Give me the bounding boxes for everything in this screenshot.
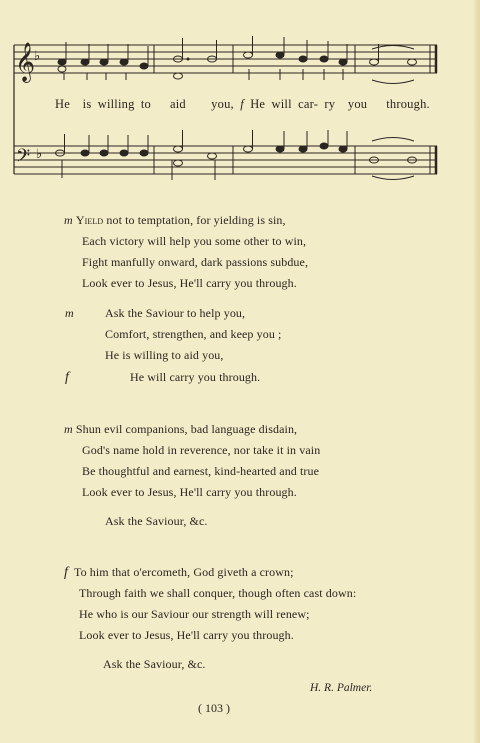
verse1-line-1 bbox=[64, 213, 286, 228]
verse-initial-word: Yield bbox=[75, 213, 104, 227]
verse3-line-1 bbox=[64, 565, 294, 581]
dynamic-mark: f bbox=[64, 565, 68, 580]
chorus-line-3: He is willing to aid you, bbox=[105, 348, 224, 362]
chorus-dynamic-f: f bbox=[65, 370, 69, 385]
verse3-line-2: Through faith we shall conquer, though often cast down: bbox=[79, 586, 357, 600]
svg-text:♭: ♭ bbox=[34, 49, 41, 64]
lyric-word: through. bbox=[386, 97, 430, 111]
svg-text:♭: ♭ bbox=[36, 147, 43, 162]
verse2-line-3: Be thoughtful and earnest, kind-hearted and true bbox=[82, 464, 320, 478]
verse1-line-3: Fight manfully onward, dark passions subdue, bbox=[82, 255, 309, 269]
verse-text: Shun evil companions, bad language disdain, bbox=[75, 422, 298, 436]
lyric-word: He bbox=[250, 97, 266, 111]
lyric-word: willing bbox=[97, 97, 135, 111]
verse2-refrain: Ask the Saviour, &c. bbox=[105, 514, 208, 528]
treble-clef bbox=[15, 42, 40, 83]
verse1-line-2: Each victory will help you some other to win, bbox=[82, 234, 307, 248]
chorus-dynamic-m: m bbox=[65, 306, 74, 320]
lyric-word: ry bbox=[324, 97, 336, 111]
lyric-word: is bbox=[82, 97, 92, 111]
chorus-line-4: He will carry you through. bbox=[130, 370, 261, 384]
svg-text:𝄞: 𝄞 bbox=[15, 42, 36, 82]
lyric-word: you, bbox=[211, 97, 234, 111]
treble-notes bbox=[58, 36, 417, 84]
lyric-word: to bbox=[140, 97, 151, 111]
chorus-line-1: Ask the Saviour to help you, bbox=[105, 306, 246, 320]
dynamic-mark: m bbox=[64, 422, 73, 436]
svg-text:𝄢: 𝄢 bbox=[16, 146, 31, 171]
dynamic-mark: m bbox=[64, 213, 73, 227]
verse2-line-2: God's name hold in reverence, nor take it in vain bbox=[82, 443, 321, 457]
verse3-line-4: Look ever to Jesus, He'll carry you through. bbox=[79, 628, 294, 642]
bass-staff bbox=[14, 146, 437, 174]
lyric-word: aid bbox=[169, 97, 186, 111]
dynamic-mark: f bbox=[240, 97, 244, 111]
lyric-word: will bbox=[271, 97, 292, 111]
verse3-line-3: He who is our Saviour our strength will renew; bbox=[79, 607, 310, 621]
chorus-line-2: Comfort, strengthen, and keep you ; bbox=[105, 327, 282, 341]
verse2-line-1 bbox=[64, 422, 297, 437]
lyric-word: car- bbox=[298, 97, 319, 111]
lyric-word: you bbox=[347, 97, 368, 111]
music-lyric-line bbox=[55, 97, 430, 112]
verse1-line-4: Look ever to Jesus, He'll carry you through. bbox=[82, 276, 297, 290]
page-number: ( 103 ) bbox=[198, 701, 230, 715]
verse-text: not to temptation, for yielding is sin, bbox=[103, 213, 286, 227]
author-credit: H. R. Palmer. bbox=[310, 682, 373, 694]
lyric-word: He bbox=[55, 97, 70, 111]
verse-text: To him that o'ercometh, God giveth a crown; bbox=[73, 565, 294, 579]
verse2-line-4: Look ever to Jesus, He'll carry you through. bbox=[82, 485, 297, 499]
bass-notes bbox=[56, 130, 417, 180]
verse3-refrain: Ask the Saviour, &c. bbox=[103, 657, 206, 671]
